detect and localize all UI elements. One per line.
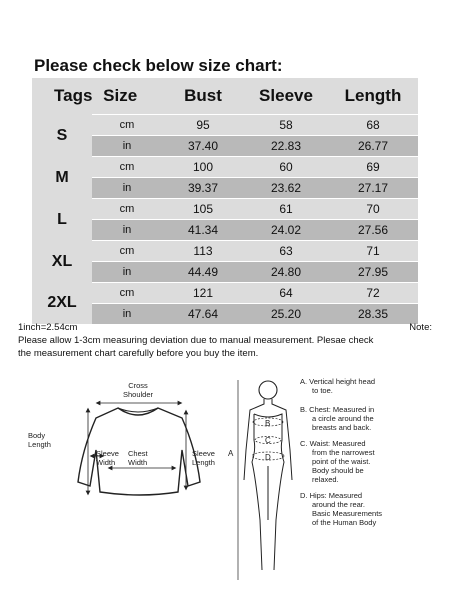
sleeve-cell: 24.80 <box>244 262 328 283</box>
unit-cell: cm <box>92 157 162 178</box>
unit-cell: in <box>92 136 162 157</box>
chest-width-label: Chest <box>128 449 148 458</box>
legend-d: D. Hips: Measured <box>300 491 363 500</box>
unit-cell: in <box>92 262 162 283</box>
sleeve-cell: 60 <box>244 157 328 178</box>
measurement-diagrams <box>0 370 450 600</box>
length-cell: 28.35 <box>328 304 418 325</box>
sleeve-cell: 58 <box>244 115 328 136</box>
table-row <box>32 157 418 178</box>
body-length-label: Body <box>28 431 46 440</box>
unit-cell: cm <box>92 241 162 262</box>
cross-shoulder-label: Cross <box>128 381 148 390</box>
sleeve-length-label: Length <box>192 458 215 467</box>
cross-shoulder-label: Shoulder <box>122 390 154 399</box>
header-length: Length <box>328 78 418 115</box>
legend-d: of the Human Body <box>312 518 377 527</box>
legend-a: to toe. <box>312 386 333 395</box>
marker-d: D <box>265 453 271 462</box>
deviation-note-line1: Please allow 1-3cm measuring deviation due to manual measurement. Plesae check <box>18 335 374 346</box>
page-title: Please check below size chart: <box>34 56 283 75</box>
bust-cell: 39.37 <box>162 178 244 199</box>
length-cell: 27.95 <box>328 262 418 283</box>
body-length-label: Length <box>28 440 51 449</box>
sleeve-cell: 63 <box>244 241 328 262</box>
legend-c: relaxed. <box>312 475 339 484</box>
sleeve-cell: 22.83 <box>244 136 328 157</box>
bust-cell: 95 <box>162 115 244 136</box>
unit-cell: in <box>92 304 162 325</box>
sleeve-width-label: Width <box>96 458 116 467</box>
legend-c: from the narrowest <box>312 448 375 457</box>
sleeve-cell: 64 <box>244 283 328 304</box>
sleeve-cell: 23.62 <box>244 178 328 199</box>
body-diagram <box>228 377 382 580</box>
unit-cell: cm <box>92 115 162 136</box>
bust-cell: 100 <box>162 157 244 178</box>
table-header-row <box>32 78 418 115</box>
legend-b: a circle around the <box>312 414 374 423</box>
table-row <box>32 283 418 304</box>
marker-c: C <box>265 436 271 445</box>
table-row <box>32 115 418 136</box>
size-tag: XL <box>32 241 92 283</box>
length-cell: 27.17 <box>328 178 418 199</box>
table-row <box>32 199 418 220</box>
table-row <box>32 241 418 262</box>
length-cell: 71 <box>328 241 418 262</box>
size-tag: S <box>32 115 92 157</box>
bust-cell: 41.34 <box>162 220 244 241</box>
note-label: Note: <box>409 322 432 333</box>
length-cell: 69 <box>328 157 418 178</box>
unit-cell: cm <box>92 283 162 304</box>
length-cell: 72 <box>328 283 418 304</box>
length-cell: 26.77 <box>328 136 418 157</box>
sleeve-cell: 24.02 <box>244 220 328 241</box>
legend-d: around the rear. <box>312 500 365 509</box>
legend-a: A. Vertical height head <box>300 377 376 386</box>
size-chart-table <box>32 78 418 324</box>
legend-c: point of the waist. <box>312 457 371 466</box>
chest-width-label: Width <box>128 458 148 467</box>
bust-cell: 47.64 <box>162 304 244 325</box>
header-tags: Tags <box>54 86 93 105</box>
sleeve-cell: 25.20 <box>244 304 328 325</box>
legend-b: B. Chest: Measured in <box>300 405 375 414</box>
body-head <box>259 381 277 399</box>
legend-d: Basic Measurements <box>312 509 383 518</box>
length-cell: 68 <box>328 115 418 136</box>
bust-cell: 44.49 <box>162 262 244 283</box>
sleeve-width-label: Sleeve <box>96 449 119 458</box>
size-tag: L <box>32 199 92 241</box>
header-size: Size <box>103 86 138 105</box>
marker-b: B <box>265 419 271 428</box>
header-sleeve: Sleeve <box>244 78 328 115</box>
length-cell: 70 <box>328 199 418 220</box>
unit-cell: in <box>92 220 162 241</box>
bust-cell: 113 <box>162 241 244 262</box>
length-cell: 27.56 <box>328 220 418 241</box>
sleeve-cell: 61 <box>244 199 328 220</box>
shirt-diagram <box>28 381 215 495</box>
bust-cell: 105 <box>162 199 244 220</box>
legend-c: Body should be <box>312 466 364 475</box>
legend-b: breasts and back. <box>312 423 372 432</box>
sleeve-length-label: Sleeve <box>192 449 215 458</box>
unit-cell: cm <box>92 199 162 220</box>
size-tag: M <box>32 157 92 199</box>
legend-c: C. Waist: Measured <box>300 439 366 448</box>
size-tag: 2XL <box>32 283 92 325</box>
unit-cell: in <box>92 178 162 199</box>
bust-cell: 121 <box>162 283 244 304</box>
bust-cell: 37.40 <box>162 136 244 157</box>
header-bust: Bust <box>162 78 244 115</box>
marker-a: A <box>228 449 234 458</box>
header-tags-size <box>32 78 162 115</box>
conversion-note: 1inch=2.54cm <box>18 322 78 333</box>
deviation-note-line2: the measurement chart carefully before you buy the item. <box>18 348 259 359</box>
